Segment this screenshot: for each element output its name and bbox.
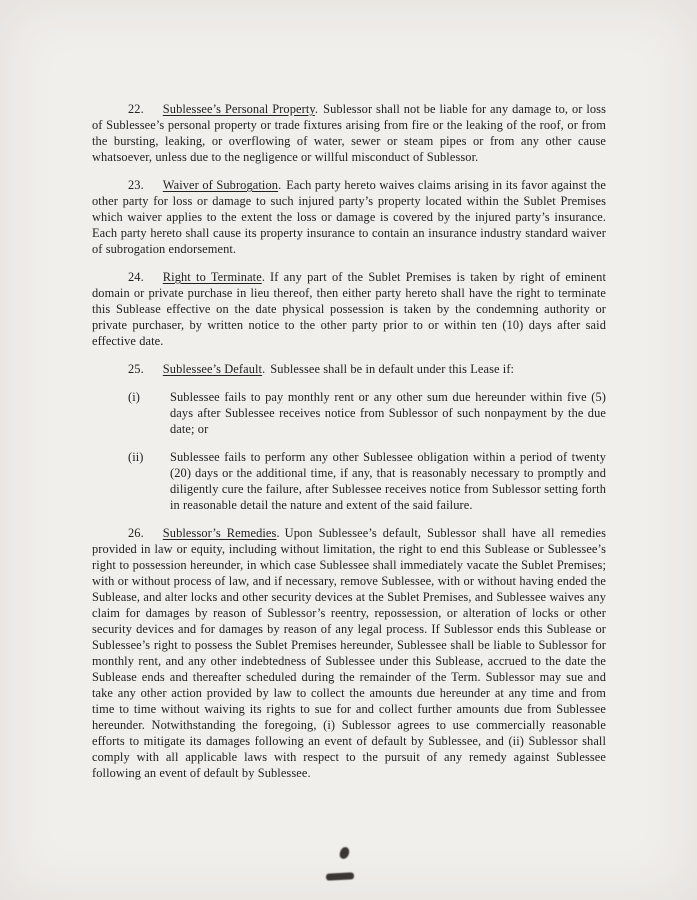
paragraph-22-heading-period: . bbox=[314, 102, 319, 116]
scan-artifact-dash bbox=[326, 872, 354, 880]
paragraph-26-body: Upon Sublessee’s default, Sublessor shall have all remedies provided in law or equity, including without limitation, the right to end this Sublease or Sublessee’s right to possession hereunder, in which case Sublessee shall immediately vacate the Sublet Premises; with or without process of law, and if necessary, remove Sublessee, with or without having ended the Sublease, and alter locks and other security devices at the Sublet Premises, and Sublessee waives any claim for damages by reason of Sublessor’s reentry, repossession, or alteration of locks or other security devices and for damages by reason of any legal process. If Sublessor ends this Sublease or Sublessee’s right to possess the Sublet Premises hereunder, Sublessee shall be liable to Sublessor for monthly rent, and any other indebtedness of Sublessee under this Sublease, accrued to the date the Sublease ends and thereafter scheduled during the remainder of the Term. Sublessor may sue and take any other action provided by law to collect the amounts due hereunder at any time and from time to time without waiving its rights to sue for and collect further amounts due from Sublessee hereunder. Notwithstanding the foregoing, (i) Sublessor agrees to use commercially reasonable efforts to mitigate its damages following an event of default by Sublessee, and (ii) Sublessor shall comply with all applicable laws with respect to the pursuit of any remedy against Sublessee following an event of default by Sublessee. bbox=[92, 526, 607, 780]
document-content bbox=[92, 101, 606, 793]
paragraph-24-heading: Right to Terminate bbox=[162, 270, 262, 284]
paragraph-22 bbox=[92, 101, 606, 165]
paragraph-23 bbox=[92, 177, 606, 257]
paragraph-25-number: 25. bbox=[128, 362, 144, 376]
paragraph-24-body: If any part of the Sublet Premises is taken by right of eminent domain or private purchase in lieu thereof, then either party hereto shall have the right to terminate this Sublease effective on the date physical possession is taken by the condemning authority or private purchaser, by written notice to the other party prior to or within ten (10) days after said effective date. bbox=[92, 270, 606, 348]
paragraph-24 bbox=[92, 269, 606, 349]
paragraph-23-heading-period: . bbox=[278, 178, 282, 192]
paragraph-26 bbox=[92, 525, 606, 781]
subitem-i-label: (i) bbox=[128, 390, 140, 404]
paragraph-25 bbox=[92, 361, 606, 377]
paragraph-23-number: 23. bbox=[128, 178, 144, 192]
paragraph-22-number: 22. bbox=[128, 102, 144, 116]
paragraph-26-heading: Sublessor’s Remedies bbox=[162, 526, 277, 540]
default-subitem-ii bbox=[128, 449, 606, 513]
paragraph-22-heading: Sublessee’s Personal Property bbox=[162, 102, 315, 116]
subitem-i-body: Sublessee fails to pay monthly rent or any other sum due hereunder within five (5) days after Sublessee receives notice from Sublessor of such nonpayment by the due date; or bbox=[170, 390, 606, 436]
paragraph-25-heading: Sublessee’s Default bbox=[162, 362, 263, 376]
paragraph-23-heading: Waiver of Subrogation bbox=[162, 178, 279, 192]
scan-artifact-dot bbox=[339, 846, 350, 860]
subitem-ii-label: (ii) bbox=[128, 450, 144, 464]
default-subitem-i bbox=[128, 389, 606, 437]
paragraph-24-heading-period: . bbox=[261, 270, 266, 284]
paragraph-24-number: 24. bbox=[128, 270, 144, 284]
paragraph-25-body: Sublessee shall be in default under this Lease if: bbox=[270, 362, 515, 376]
paragraph-25-heading-period: . bbox=[262, 362, 266, 376]
paragraph-23-body: Each party hereto waives claims arising in its favor against the other party for loss or damage to such injured party’s property located within the Sublet Premises which waiver applies to the extent the loss or damage is covered by the injured party’s insurance. Each party hereto shall cause its property insurance to contain an insurance industry standard waiver of subrogation endorsement. bbox=[92, 178, 606, 256]
paragraph-22-body: Sublessor shall not be liable for any damage to, or loss of Sublessee’s personal property or trade fixtures arising from fire or the leaking of the roof, or from the bursting, leaking, or overflowing of water, sewer or steam pipes or from any other cause whatsoever, unless due to the negligence or willful misconduct of Sublessor. bbox=[92, 102, 607, 164]
paragraph-26-number: 26. bbox=[128, 526, 144, 540]
paragraph-26-heading-period: . bbox=[276, 526, 280, 540]
subitem-ii-body: Sublessee fails to perform any other Sublessee obligation within a period of twenty (20) days or the additional time, if any, that is reasonably necessary to promptly and diligently cure the failure, after Sublessee receives notice from Sublessor setting forth in reasonable detail the nature and extent of the said failure. bbox=[170, 450, 606, 512]
